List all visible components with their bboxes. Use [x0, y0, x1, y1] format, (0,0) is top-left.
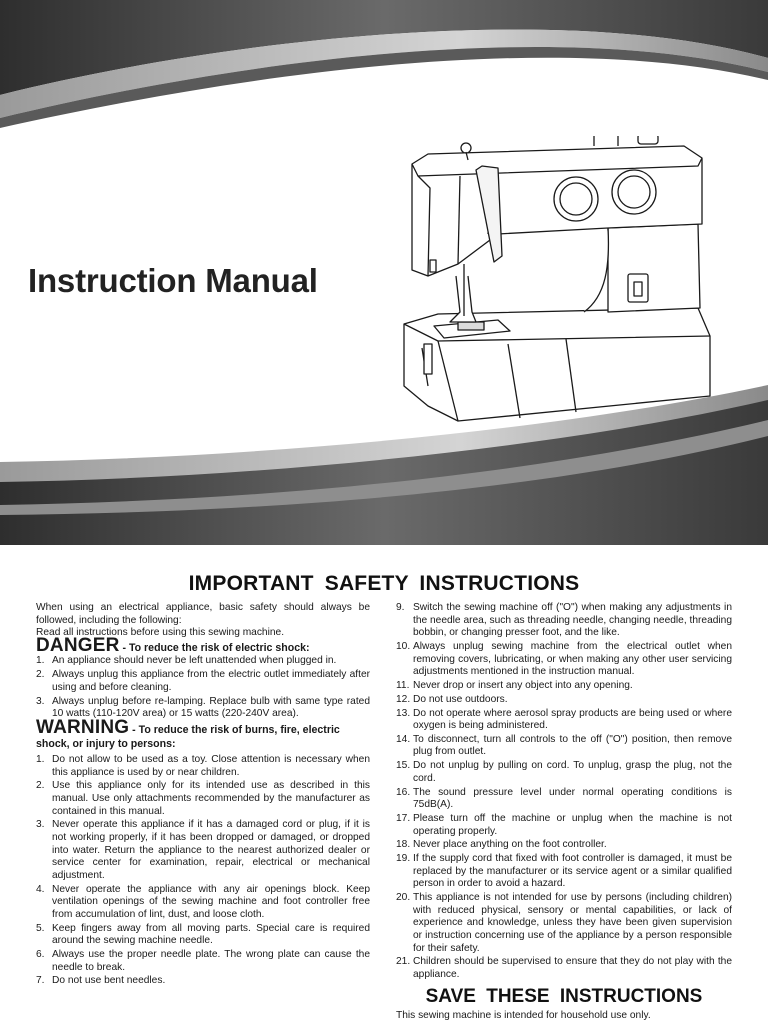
item-number: 5. — [36, 922, 45, 934]
item-text: To disconnect, turn all controls to the off ("O") position, then remove plug from outlet. — [413, 733, 732, 758]
item-text: The sound pressure level under normal operating conditions is 75dB(A). — [413, 786, 732, 811]
item-number: 20. — [396, 892, 411, 904]
item-text: Do not allow to be used as a toy. Close attention is necessary when this appliance is used by or near children. — [52, 754, 370, 778]
item-number: 9. — [396, 602, 405, 613]
item-number: 17. — [396, 813, 411, 824]
item-number: 6. — [36, 948, 45, 960]
item-number: 7. — [36, 975, 45, 987]
sewing-machine-icon — [398, 136, 716, 426]
item-number: 16. — [396, 786, 411, 798]
item-text: Never place anything on the foot controller. — [413, 839, 607, 851]
list-item — [36, 819, 370, 882]
item-number: 2. — [36, 780, 45, 792]
safety-left-column — [36, 602, 370, 989]
list-item — [36, 975, 370, 988]
item-text: Always unplug before re-lamping. Replace bulb with same type rated 10 watts (110-120V area) or 15 watts (220-240V area). — [52, 695, 370, 720]
item-number: 14. — [396, 733, 411, 745]
list-item — [396, 839, 732, 852]
item-number: 11. — [396, 679, 410, 691]
list-item — [396, 892, 732, 955]
item-text: Never operate the appliance with any air openings block. Keep ventilation openings of the sewing machine and foot controller free from accumulation of lint, dust, and loose cloth. — [52, 883, 370, 920]
manual-title: Instruction Manual — [28, 262, 318, 299]
item-number: 2. — [36, 669, 45, 681]
list-item — [396, 813, 732, 838]
warning-subtitle: - To reduce the risk of burns, fire, electric shock, or injury to persons: — [36, 723, 340, 750]
item-text: Switch the sewing machine off ("O") when making any adjustments in the needle area, such as threading needle, changing needle, threading bobbin, or changing presser foot, and the like. — [413, 602, 732, 639]
item-number: 1. — [36, 754, 45, 766]
list-item — [36, 754, 370, 779]
item-number: 10. — [396, 640, 411, 652]
list-item — [36, 884, 370, 922]
list-item — [396, 694, 732, 707]
warning-word: WARNING — [36, 716, 130, 738]
item-text: Always unplug this appliance from the electric outlet immediately after using and before cleaning. — [52, 669, 370, 693]
item-text: Keep fingers away from all moving parts. Special care is required around the sewing machine needle. — [52, 922, 370, 947]
list-item — [396, 853, 732, 891]
item-text: Do not operate where aerosol spray products are being used or where oxygen is being administered. — [413, 707, 732, 732]
item-text: Use this appliance only for its intended use as described in this manual. Use only attachments recommended by the manufacturer as contained in this manual. — [52, 780, 370, 817]
item-number: 3. — [36, 695, 45, 707]
danger-list — [36, 655, 370, 720]
list-item — [396, 708, 732, 733]
safety-list-continued — [396, 602, 732, 981]
list-item — [36, 669, 370, 694]
item-text: This appliance is not intended for use by persons (including children) with reduced physical, sensory or mental capabilities, or lack of experience and knowledge, unless they have been given supervision or instruction concerning use of the appliance by a person responsible for their safety. — [413, 892, 732, 954]
item-number: 21. — [396, 956, 411, 968]
safety-right-column — [396, 602, 732, 1023]
item-text: Do not use bent needles. — [52, 975, 166, 987]
item-text: Do not use outdoors. — [413, 693, 508, 705]
item-text: Never drop or insert any object into any opening. — [413, 679, 633, 691]
item-number: 15. — [396, 760, 411, 772]
item-text: Never operate this appliance if it has a damaged cord or plug, if it is not working properly, if it has been dropped or damaged, or dropped into water. Return the appliance to the nearest authorized dealer or service center for examination, repair, electrical or mechanical adjustment. — [52, 819, 370, 881]
list-item — [396, 641, 732, 679]
list-item — [396, 734, 732, 759]
item-number: 13. — [396, 707, 411, 719]
danger-subtitle: - To reduce the risk of electric shock: — [119, 641, 310, 654]
item-text: Always unplug sewing machine from the electrical outlet when removing covers, lubricating, or when making any other user servicing adjustments mentioned in the instruction manual. — [413, 640, 732, 678]
list-item — [396, 787, 732, 812]
list-item — [396, 680, 732, 693]
item-number: 12. — [396, 693, 411, 705]
item-text: Do not unplug by pulling on cord. To unplug, grasp the plug, not the cord. — [413, 760, 732, 784]
intro-text: When using an electrical appliance, basic safety should always be followed, including the following: — [36, 602, 370, 626]
list-item — [36, 949, 370, 974]
household-use-note: This sewing machine is intended for household use only. — [396, 1010, 651, 1022]
list-item — [396, 602, 732, 640]
warning-heading — [36, 716, 370, 751]
warning-list — [36, 754, 370, 988]
list-item — [36, 655, 370, 668]
list-item — [36, 923, 370, 948]
item-text: Please turn off the machine or unplug when the machine is not operating properly. — [413, 813, 732, 837]
item-text: Always use the proper needle plate. The wrong plate can cause the needle to break. — [52, 948, 370, 973]
list-item — [36, 780, 370, 818]
list-item — [396, 956, 732, 981]
item-number: 19. — [396, 853, 411, 865]
item-number: 18. — [396, 839, 411, 851]
danger-heading — [36, 634, 370, 656]
danger-word: DANGER — [36, 634, 120, 656]
item-number: 1. — [36, 655, 45, 667]
intro-read-text: Read all instructions before using this sewing machine. — [36, 627, 285, 639]
item-number: 4. — [36, 883, 45, 895]
item-text: If the supply cord that fixed with foot controller is damaged, it must be replaced by the manufacturer or its service agent or a similar qualified person in order to avoid a hazard. — [413, 853, 732, 890]
item-number: 3. — [36, 819, 45, 831]
item-text: An appliance should never be left unattended when plugged in. — [52, 655, 337, 667]
list-item — [396, 760, 732, 785]
item-text: Children should be supervised to ensure that they do not play with the appliance. — [413, 956, 732, 980]
safety-instructions-heading: IMPORTANT SAFETY INSTRUCTIONS — [188, 572, 580, 595]
save-instructions-heading: SAVE THESE INSTRUCTIONS — [425, 986, 703, 1008]
